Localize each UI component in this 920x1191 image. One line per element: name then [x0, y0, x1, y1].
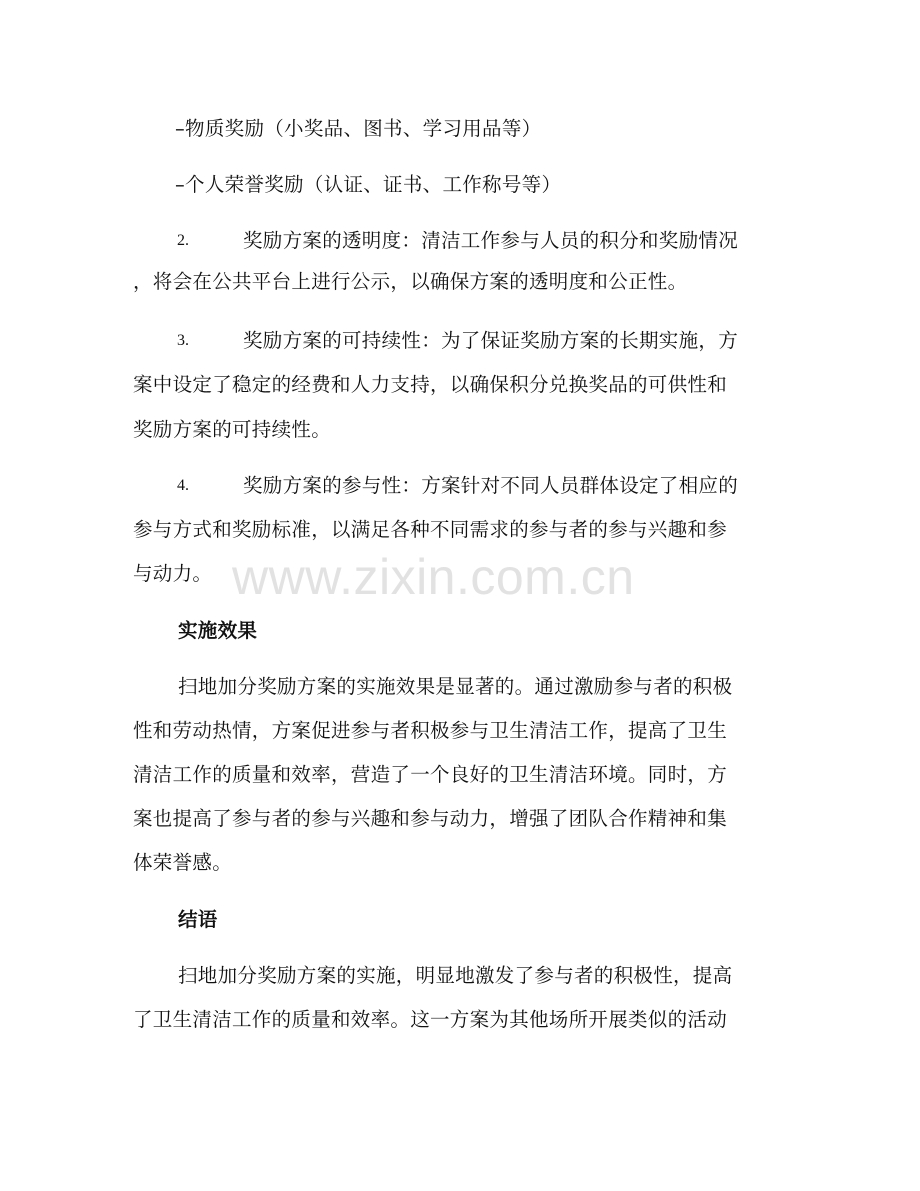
watermark: www.zixin.com.cn — [232, 549, 635, 605]
item-2-line-2: ，将会在公共平台上进行公示，以确保方案的透明度和公正性。 — [133, 270, 688, 293]
item-3-line-3: 奖励方案的可持续性。 — [133, 418, 332, 441]
effect-line-3: 清洁工作的质量和效率，营造了一个良好的卫生清洁环境。同时，方 — [133, 763, 728, 786]
item-number-4: 4. — [177, 477, 189, 494]
effect-line-4: 案也提高了参与者的参与兴趣和参与动力，增强了团队合作精神和集 — [133, 807, 728, 830]
bullet-honor-reward: –个人荣誉奖励（认证、证书、工作称号等） — [175, 173, 562, 196]
item-number-2: 2. — [177, 232, 189, 249]
section-heading-conclusion: 结语 — [178, 908, 218, 931]
item-4-line-3: 与动力。 — [133, 562, 213, 585]
effect-line-5: 体荣誉感。 — [133, 851, 233, 874]
item-4-line-2: 参与方式和奖励标准，以满足各种不同需求的参与者的参与兴趣和参 — [133, 518, 728, 541]
item-number-3: 3. — [177, 332, 189, 349]
conclusion-line-2: 了卫生清洁工作的质量和效率。这一方案为其他场所开展类似的活动 — [133, 1008, 728, 1031]
conclusion-line-1: 扫地加分奖励方案的实施，明显地激发了参与者的积极性，提高 — [178, 964, 733, 987]
item-4-line-1: 奖励方案的参与性：方案针对不同人员群体设定了相应的 — [243, 474, 739, 497]
bullet-material-reward: –物质奖励（小奖品、图书、学习用品等） — [175, 117, 542, 140]
item-2-line-1: 奖励方案的透明度：清洁工作参与人员的积分和奖励情况 — [243, 229, 739, 252]
effect-line-2: 性和劳动热情，方案促进参与者积极参与卫生清洁工作，提高了卫生 — [133, 719, 728, 742]
effect-line-1: 扫地加分奖励方案的实施效果是显著的。通过激励参与者的积极 — [178, 675, 733, 698]
section-heading-effect: 实施效果 — [178, 619, 258, 642]
item-3-line-1: 奖励方案的可持续性：为了保证奖励方案的长期实施，方 — [243, 329, 739, 352]
item-3-line-2: 案中设定了稳定的经费和人力支持，以确保积分兑换奖品的可供性和 — [133, 373, 728, 396]
